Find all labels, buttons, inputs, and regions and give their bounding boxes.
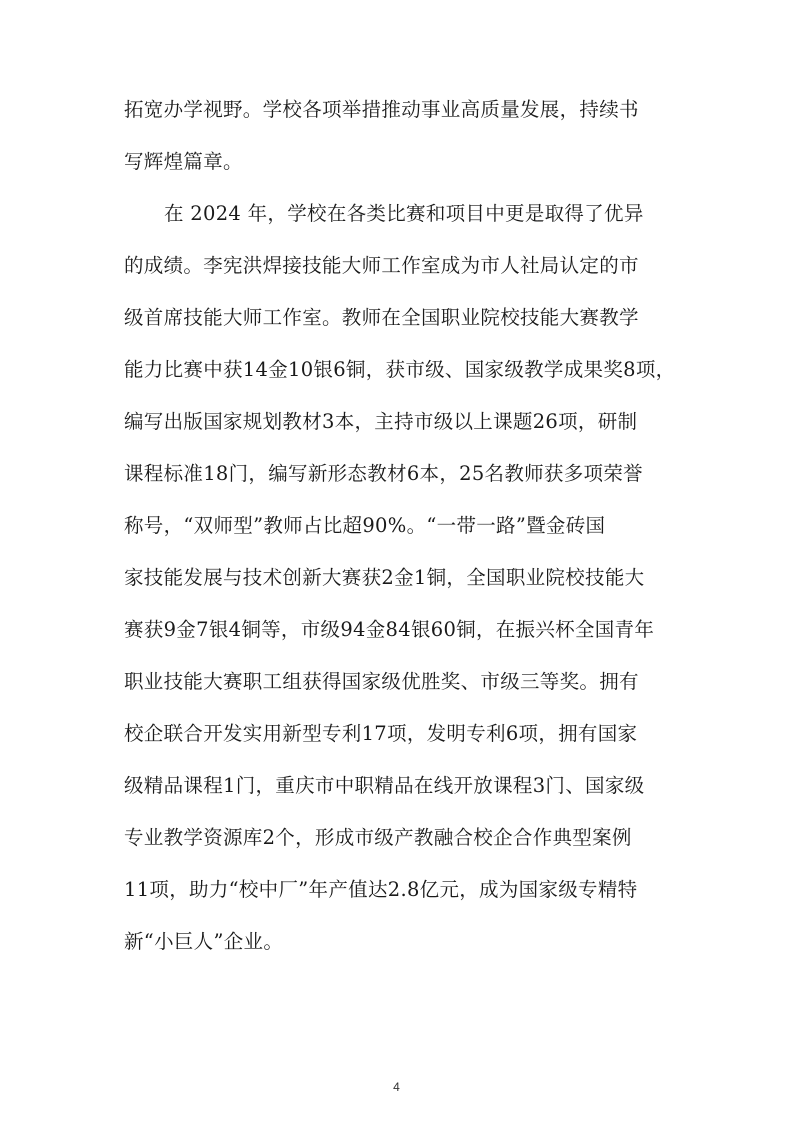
text-line: 家技能发展与技术创新大赛获2金1铜，全国职业院校技能大 bbox=[124, 566, 645, 589]
paragraph-2 bbox=[124, 188, 684, 968]
text-line: 称号，“双师型”教师占比超90%。“一带一路”暨金砖国 bbox=[124, 514, 606, 537]
text-line: 职业技能大赛职工组获得国家级优胜奖、市级三等奖。拥有 bbox=[124, 670, 639, 693]
text-line: 11项，助力“校中厂”年产值达2.8亿元，成为国家级专精特 bbox=[124, 878, 638, 901]
page-number: 4 bbox=[393, 1080, 400, 1094]
text-line: 新“小巨人”企业。 bbox=[124, 930, 284, 953]
text-line: 校企联合开发实用新型专利17项，发明专利6项，拥有国家 bbox=[124, 722, 638, 745]
text-line: 级精品课程1门，重庆市中职精品在线开放课程3门、国家级 bbox=[124, 774, 645, 797]
text-line: 赛获9金7银4铜等，市级94金84银60铜，在振兴杯全国青年 bbox=[124, 618, 655, 641]
text-line: 级首席技能大师工作室。教师在全国职业院校技能大赛教学 bbox=[124, 306, 639, 329]
text-line: 拓宽办学视野。学校各项举措推动事业高质量发展，持续书 bbox=[124, 98, 639, 121]
text-line: 专业教学资源库2个，形成市级产教融合校企合作典型案例 bbox=[124, 826, 632, 849]
text-line: 课程标准18门，编写新形态教材6本，25名教师获多项荣誉 bbox=[124, 462, 643, 485]
paragraph-1 bbox=[124, 84, 684, 188]
text-line: 能力比赛中获14金10银6铜，获市级、国家级教学成果奖8项， bbox=[124, 358, 676, 381]
text-line: 写辉煌篇章。 bbox=[124, 150, 243, 173]
text-line: 编写出版国家规划教材3本，主持市级以上课题26项，研制 bbox=[124, 410, 638, 433]
text-line: 在 2024 年，学校在各类比赛和项目中更是取得了优异 bbox=[164, 202, 644, 225]
text-line: 的成绩。李宪洪焊接技能大师工作室成为市人社局认定的市 bbox=[124, 254, 639, 277]
